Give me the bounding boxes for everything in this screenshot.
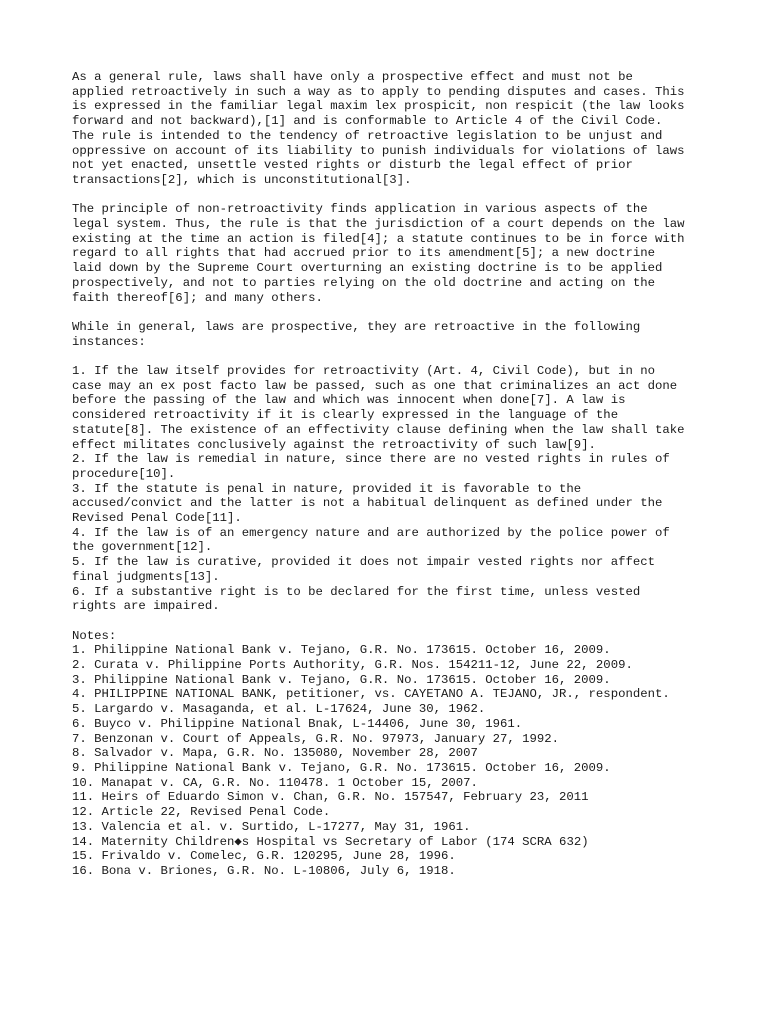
document-page [72, 70, 712, 879]
note-item: 5. Largardo v. Masaganda, et al. L-17624, June 30, 1962. [72, 702, 486, 717]
paragraph-prospective-rule [72, 70, 712, 188]
list-item-line: accused/convict and the latter is not a habitual delinquent as defined under the [72, 496, 663, 511]
list-item-line: effect militates conclusively against the retroactivity of such law[9]. [72, 437, 596, 452]
list-item-line: 2. If the law is remedial in nature, since there are no vested rights in rules of [72, 452, 670, 467]
note-item: 10. Manapat v. CA, G.R. No. 110478. 1 October 15, 2007. [72, 775, 478, 790]
list-item-line: 4. If the law is of an emergency nature and are authorized by the police power of [72, 525, 670, 540]
paragraph-spacer [72, 614, 712, 629]
text-line: instances: [72, 334, 146, 349]
note-item: 4. PHILIPPINE NATIONAL BANK, petitioner, vs. CAYETANO A. TEJANO, JR., respondent. [72, 687, 670, 702]
text-line: laid down by the Supreme Court overturning an existing doctrine is to be applied [72, 261, 663, 276]
list-item-line: the government[12]. [72, 540, 213, 555]
note-item: 9. Philippine National Bank v. Tejano, G.R. No. 173615. October 16, 2009. [72, 760, 611, 775]
text-line: faith thereof[6]; and many others. [72, 290, 323, 305]
text-line: As a general rule, laws shall have only a prospective effect and must not be [72, 70, 633, 84]
text-line: existing at the time an action is filed[4]; a statute continues to be in force with [72, 231, 685, 246]
text-line: forward and not backward),[1] and is conformable to Article 4 of the Civil Code. [72, 114, 663, 129]
text-line: The principle of non-retroactivity finds application in various aspects of the [72, 202, 648, 217]
text-line: oppressive on account of its liability to punish individuals for violations of laws [72, 143, 685, 158]
list-item-line: statute[8]. The existence of an effectivity clause defining when the law shall take [72, 422, 685, 437]
paragraph-spacer [72, 305, 712, 320]
list-item-line: rights are impaired. [72, 599, 220, 614]
notes-heading: Notes: [72, 628, 117, 643]
note-item: 11. Heirs of Eduardo Simon v. Chan, G.R. No. 157547, February 23, 2011 [72, 790, 589, 805]
note-item: 7. Benzonan v. Court of Appeals, G.R. No. 97973, January 27, 1992. [72, 731, 560, 746]
list-item-line: procedure[10]. [72, 466, 176, 481]
list-item-line: 5. If the law is curative, provided it does not impair vested rights nor affect [72, 555, 655, 570]
note-item: 16. Bona v. Briones, G.R. No. L-10806, July 6, 1918. [72, 863, 456, 878]
retroactive-instances-list [72, 364, 712, 614]
paragraph-spacer [72, 188, 712, 203]
list-item-line: final judgments[13]. [72, 569, 220, 584]
note-item: 6. Buyco v. Philippine National Bnak, L-14406, June 30, 1961. [72, 716, 523, 731]
note-item: 3. Philippine National Bank v. Tejano, G.R. No. 173615. October 16, 2009. [72, 672, 611, 687]
list-item-line: 6. If a substantive right is to be declared for the first time, unless vested [72, 584, 641, 599]
note-item: 2. Curata v. Philippine Ports Authority, G.R. Nos. 154211-12, June 22, 2009. [72, 658, 633, 673]
list-item-line: 3. If the statute is penal in nature, provided it is favorable to the [72, 481, 582, 496]
text-line: The rule is intended to the tendency of retroactive legislation to be unjust and [72, 128, 663, 143]
text-line: transactions[2], which is unconstitutional[3]. [72, 172, 412, 187]
text-line: regard to all rights that had accrued prior to its amendment[5]; a new doctrine [72, 246, 655, 261]
text-line: applied retroactively in such a way as to apply to pending disputes and cases. This [72, 84, 685, 99]
note-item: 12. Article 22, Revised Penal Code. [72, 805, 331, 820]
notes-section [72, 629, 712, 879]
text-line: While in general, laws are prospective, they are retroactive in the following [72, 319, 641, 334]
list-item-line: 1. If the law itself provides for retroactivity (Art. 4, Civil Code), but in no [72, 364, 655, 379]
paragraph-non-retroactivity [72, 202, 712, 305]
note-item: 8. Salvador v. Mapa, G.R. No. 135080, November 28, 2007 [72, 746, 478, 761]
list-item-line: before the passing of the law and which was innocent when done[7]. A law is [72, 393, 626, 408]
note-item: 1. Philippine National Bank v. Tejano, G.R. No. 173615. October 16, 2009. [72, 643, 611, 658]
list-item-line: case may an ex post facto law be passed, such as one that criminalizes an act done [72, 378, 678, 393]
list-item-line: considered retroactivity if it is clearly expressed in the language of the [72, 408, 619, 423]
paragraph-retroactive-intro [72, 320, 712, 349]
note-item: 15. Frivaldo v. Comelec, G.R. 120295, June 28, 1996. [72, 849, 456, 864]
text-line: legal system. Thus, the rule is that the jurisdiction of a court depends on the law [72, 217, 685, 232]
text-line: is expressed in the familiar legal maxim lex prospicit, non respicit (the law looks [72, 99, 685, 114]
paragraph-spacer [72, 349, 712, 364]
text-line: prospectively, and not to parties relying on the old doctrine and acting on the [72, 275, 655, 290]
list-item-line: Revised Penal Code[11]. [72, 511, 242, 526]
note-item: 14. Maternity Children◆s Hospital vs Secretary of Labor (174 SCRA 632) [72, 834, 589, 849]
note-item: 13. Valencia et al. v. Surtido, L-17277, May 31, 1961. [72, 819, 471, 834]
text-line: not yet enacted, unsettle vested rights or disturb the legal effect of prior [72, 158, 633, 173]
